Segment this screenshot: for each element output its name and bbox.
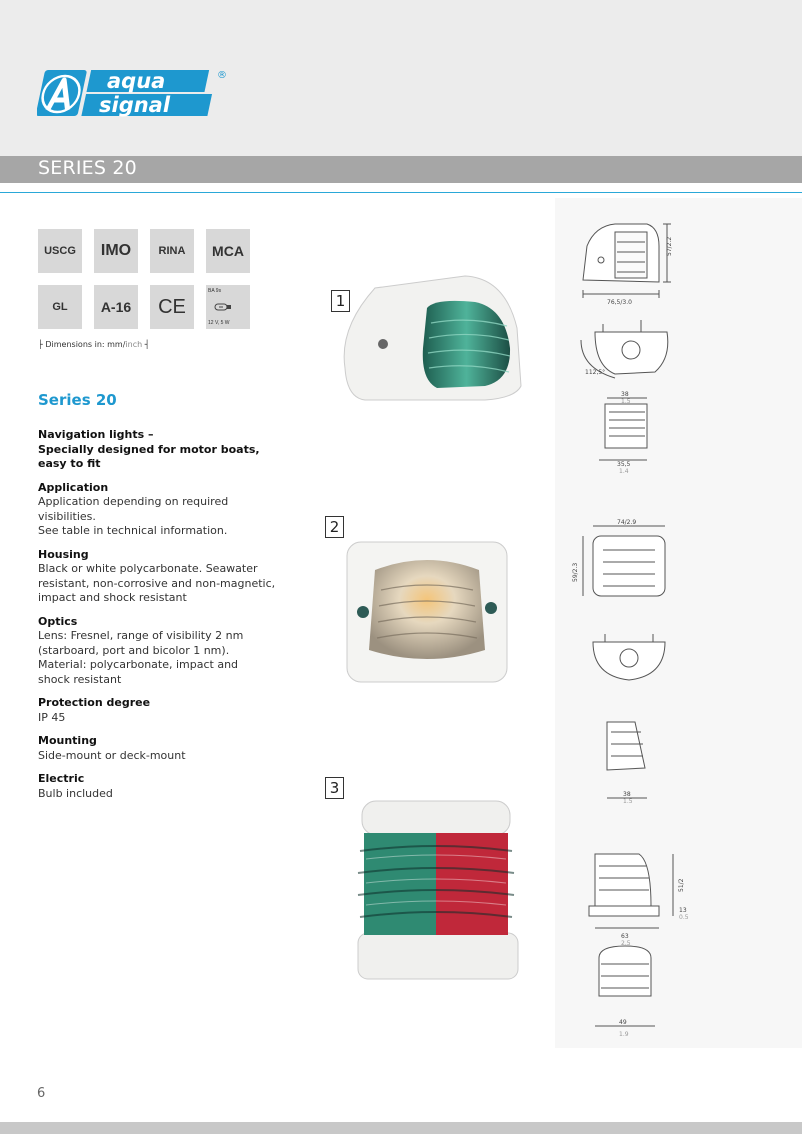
product-image-3 — [352, 793, 522, 988]
series-title: SERIES 20 — [38, 157, 137, 179]
section-optics — [38, 615, 283, 688]
dim-label: 57/2.2 — [666, 236, 673, 256]
intro-line: Navigation lights – — [38, 428, 154, 441]
dim-label: 1.9 — [619, 1031, 629, 1038]
dim-label: 0.5 — [679, 914, 689, 921]
dimensions-prefix: Dimensions in: mm/ — [45, 340, 126, 349]
section-heading: Optics — [38, 614, 78, 628]
bulb-icon — [214, 302, 232, 312]
footer-bar — [0, 1122, 802, 1134]
section-heading: Protection degree — [38, 696, 151, 709]
section-heading: Electric — [38, 772, 85, 785]
cert-gl — [38, 285, 82, 329]
dim-label: 38 — [623, 791, 631, 798]
bulb-type-label: BA 9s — [208, 288, 222, 294]
cert-label: MCA — [212, 243, 244, 259]
dim-label: 112,5° — [585, 369, 606, 376]
product-title: Series 20 — [38, 391, 117, 409]
dim-label: 49 — [619, 1019, 627, 1026]
cert-a16 — [94, 285, 138, 329]
variant-number-3: 3 — [325, 777, 344, 799]
logo-text-aqua: aqua — [107, 69, 166, 93]
section-application — [38, 481, 283, 539]
dim-label: 51/2 — [678, 878, 685, 892]
section-line: Application depending on required visibilities. — [38, 495, 229, 523]
dim-label: 1.5 — [623, 798, 633, 805]
section-electric — [38, 772, 283, 801]
cert-label: GL — [52, 301, 68, 313]
dim-label: 13 — [679, 907, 687, 914]
dim-label: 59/2.3 — [572, 562, 579, 582]
dim-label: 35,5 — [617, 461, 631, 468]
cert-label: RINA — [158, 245, 186, 257]
section-line: impact and shock resistant — [38, 591, 187, 604]
cert-imo — [94, 229, 138, 273]
cert-label: USCG — [44, 245, 76, 257]
section-line: resistant, non-corrosive and non-magnetic, — [38, 576, 276, 590]
dim-label: 1.4 — [619, 468, 629, 475]
section-heading: Mounting — [38, 734, 97, 747]
dim-label: 63 — [621, 933, 629, 940]
cert-uscg — [38, 229, 82, 273]
product-description — [38, 428, 283, 810]
product-image-1 — [335, 268, 530, 418]
registered-mark: ® — [217, 70, 227, 81]
section-line: shock resistant — [38, 672, 122, 686]
product-image-2 — [345, 540, 510, 690]
intro-line: easy to fit — [38, 457, 101, 470]
dimensions-inch: inch — [125, 340, 143, 349]
page-number: 6 — [37, 1086, 46, 1101]
logo-mark — [37, 66, 232, 120]
cert-ce — [150, 285, 194, 329]
logo-text-signal: signal — [99, 93, 171, 117]
section-mounting — [38, 734, 283, 763]
cert-mca — [206, 229, 250, 273]
aqua-signal-logo — [37, 66, 232, 120]
section-line: Bulb included — [38, 786, 113, 800]
cert-label: A-16 — [100, 299, 132, 315]
variant-number-1: 1 — [331, 290, 350, 312]
cert-label: IMO — [100, 242, 132, 259]
section-line: Lens: Fresnel, range of visibility 2 nm — [38, 629, 244, 642]
cert-label: CE — [158, 295, 186, 318]
section-line: IP 45 — [38, 710, 66, 724]
dim-label: 2.5 — [621, 940, 631, 947]
header-divider — [0, 192, 802, 193]
technical-drawings-svg — [555, 198, 802, 1048]
section-heading: Application — [38, 480, 109, 494]
dimensions-note: ├ Dimensions in: mm/inch ┤ — [38, 340, 150, 349]
section-line: Black or white polycarbonate. Seawater — [38, 562, 258, 575]
section-line: Material: polycarbonate, impact and — [38, 658, 239, 671]
dim-label: 76,5/3.0 — [607, 299, 632, 306]
cert-rina — [150, 229, 194, 273]
section-housing — [38, 548, 283, 606]
technical-drawings — [555, 198, 802, 1048]
section-heading: Housing — [38, 547, 89, 561]
dim-label: 1.5 — [621, 398, 631, 405]
bulb-rating-label: 12 V, 5 W — [208, 320, 230, 326]
section-protection — [38, 696, 283, 725]
cert-bulb — [206, 285, 250, 329]
intro-line: Specially designed for motor boats, — [38, 442, 260, 456]
section-line: (starboard, port and bicolor 1 nm). — [38, 643, 230, 657]
section-line: See table in technical information. — [38, 524, 228, 537]
variant-number-2: 2 — [325, 516, 344, 538]
section-line: Side-mount or deck-mount — [38, 748, 186, 762]
dim-label: 38 — [621, 391, 629, 398]
dim-label: 74/2.9 — [617, 519, 637, 526]
